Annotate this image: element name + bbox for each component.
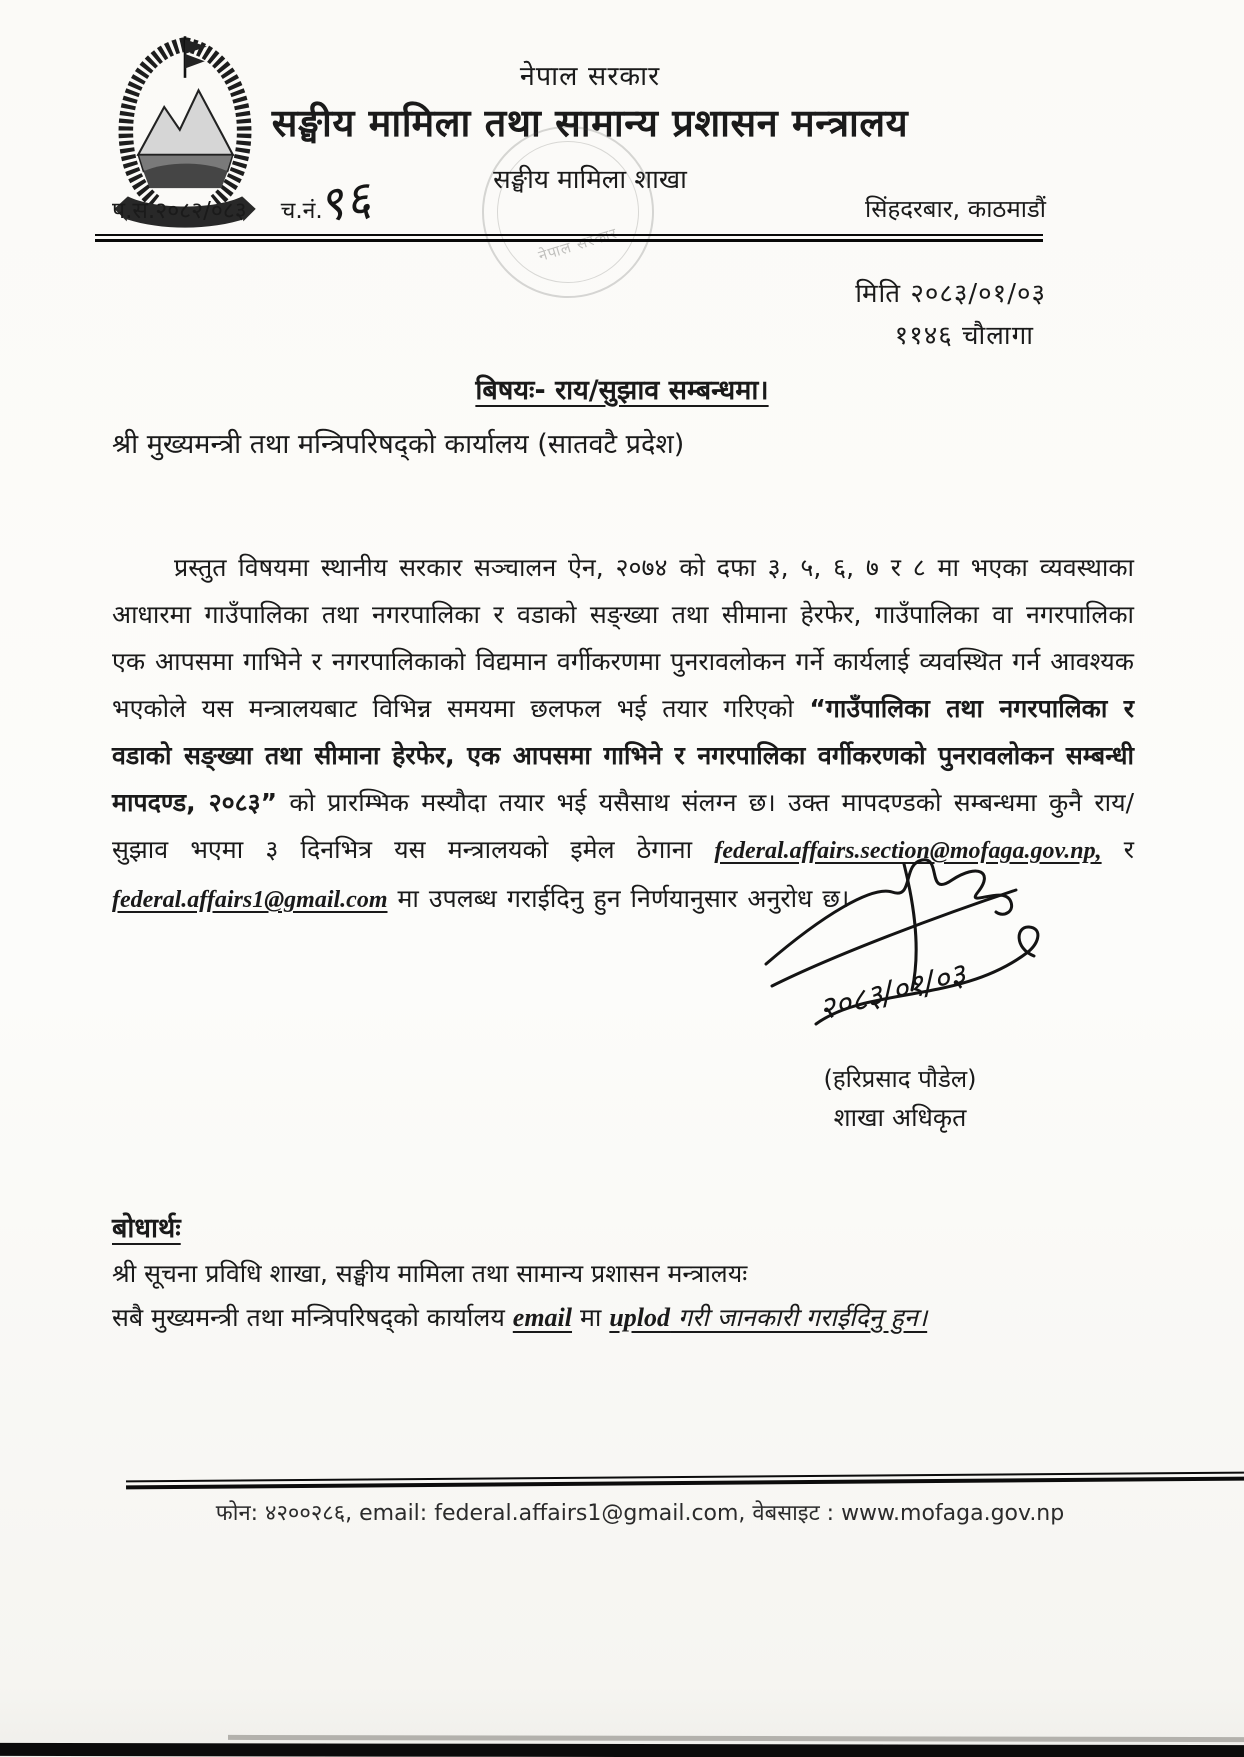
body-text-3: र: [1101, 835, 1135, 864]
signature-handwritten-date: २०८३/०१/०३: [815, 956, 970, 1028]
header-divider-rule: [95, 234, 1043, 242]
cc-heading: बोधार्थः: [112, 1213, 181, 1244]
letter-date: मिति २०८३/०१/०३: [855, 279, 1046, 309]
scan-edge-bar: [0, 1743, 1244, 1757]
cc-text-1: सबै मुख्यमन्त्री तथा मन्त्रिपरिषद्को कार्यालय: [112, 1303, 513, 1332]
cc-recipient-2: [112, 1300, 927, 1334]
salutation-line: श्री मुख्यमन्त्री तथा मन्त्रिपरिषद्को कार्यालय (सातवटै प्रदेश): [112, 429, 685, 460]
reference-number-line: [112, 193, 323, 225]
cc-word-upload: uplod: [609, 1303, 671, 1332]
ref-no-label: प.सं.२०८२/०८३: [112, 198, 247, 224]
office-address: सिंहदरबार, काठमाडौं: [865, 195, 1046, 223]
footer-divider-rule: [126, 1472, 1244, 1490]
body-text-4: मा उपलब्ध गराईदिनु हुन निर्णयानुसार अनुरोध छ।: [387, 884, 850, 913]
cc-text-3: गरी जानकारी गराईदिनु हुन।: [670, 1303, 928, 1332]
cc-text-2: मा: [572, 1303, 610, 1332]
dispatch-number-handwritten: ९६: [314, 170, 377, 234]
subject-line: बिषयः- राय/सुझाव सम्बन्धमा।: [475, 375, 769, 406]
letter-ref-number: ११४६ चौलागा: [894, 321, 1034, 351]
stamp-text: नेपाल सरकार: [536, 223, 620, 266]
cc-recipient-1: श्री सूचना प्रविधि शाखा, सङ्घीय मामिला तथा सामान्य प्रशासन मन्त्रालयः: [112, 1259, 748, 1288]
body-quoted-standard-title: “गाउँपालिका तथा नगरपालिका र वडाको सङ्ख्या तथा सीमाना हेरफेर, एक आपसमा गाभिने र नगरपालिका वर्गीकरणको पुनरावलोकन सम्बन्धी मापदण्ड, २०८३”: [112, 694, 1134, 817]
government-title: नेपाल सरकार: [519, 61, 661, 92]
scan-edge-smudge: [228, 1735, 1244, 1742]
stamp-inner-ring: [479, 123, 656, 300]
body-text-1: प्रस्तुत विषयमा स्थानीय सरकार सञ्चालन ऐन, २०७४ को दफा ३, ५, ६, ७ र ८ मा भएका व्यवस्थाका आधारमा गाउँपालिका तथा नगरपालिका र वडाको सङ्ख्या तथा सीमाना हेरफेर, गाउँपालिका वा नगरपालिका एक आपसमा गाभिने र नगरपालिकाको विद्यमान वर्गीकरणमा पुनरावलोकन गर्ने कार्यलाई व्यवस्थित गर्न आवश्यक भएकोले यस मन्त्रालयबाट विभिन्न समयमा छलफल भई तयार गरिएको: [112, 553, 1134, 723]
cc-word-email: email: [512, 1303, 573, 1332]
signatory-name: (हरिप्रसाद पौडेल): [823, 1065, 977, 1093]
footer-contact-info: फोन: ४२००२८६, email: federal.affairs1@gmail.com, वेबसाइट : www.mofaga.gov.np: [215, 1501, 1065, 1526]
body-text-2: को प्रारम्भिक मस्यौदा तयार भई यसैसाथ संलग्न छ। उक्त मापदण्डको सम्बन्धमा कुनै राय/सुझाव भएमा ३ दिनभित्र यस मन्त्रालयको इमेल ठेगाना: [112, 788, 1134, 864]
dispatch-no-label: च.नं.: [280, 198, 323, 224]
section-title: सङ्घीय मामिला शाखा: [493, 165, 687, 195]
signatory-designation: शाखा अधिकृत: [833, 1103, 967, 1132]
handwritten-signature: [752, 834, 1058, 1046]
email-address-mofaga: federal.affairs.section@mofaga.gov.np,: [714, 838, 1102, 864]
ministry-title: सङ्घीय मामिला तथा सामान्य प्रशासन मन्त्रालय: [271, 101, 909, 145]
email-address-gmail: federal.affairs1@gmail.com: [112, 887, 388, 913]
